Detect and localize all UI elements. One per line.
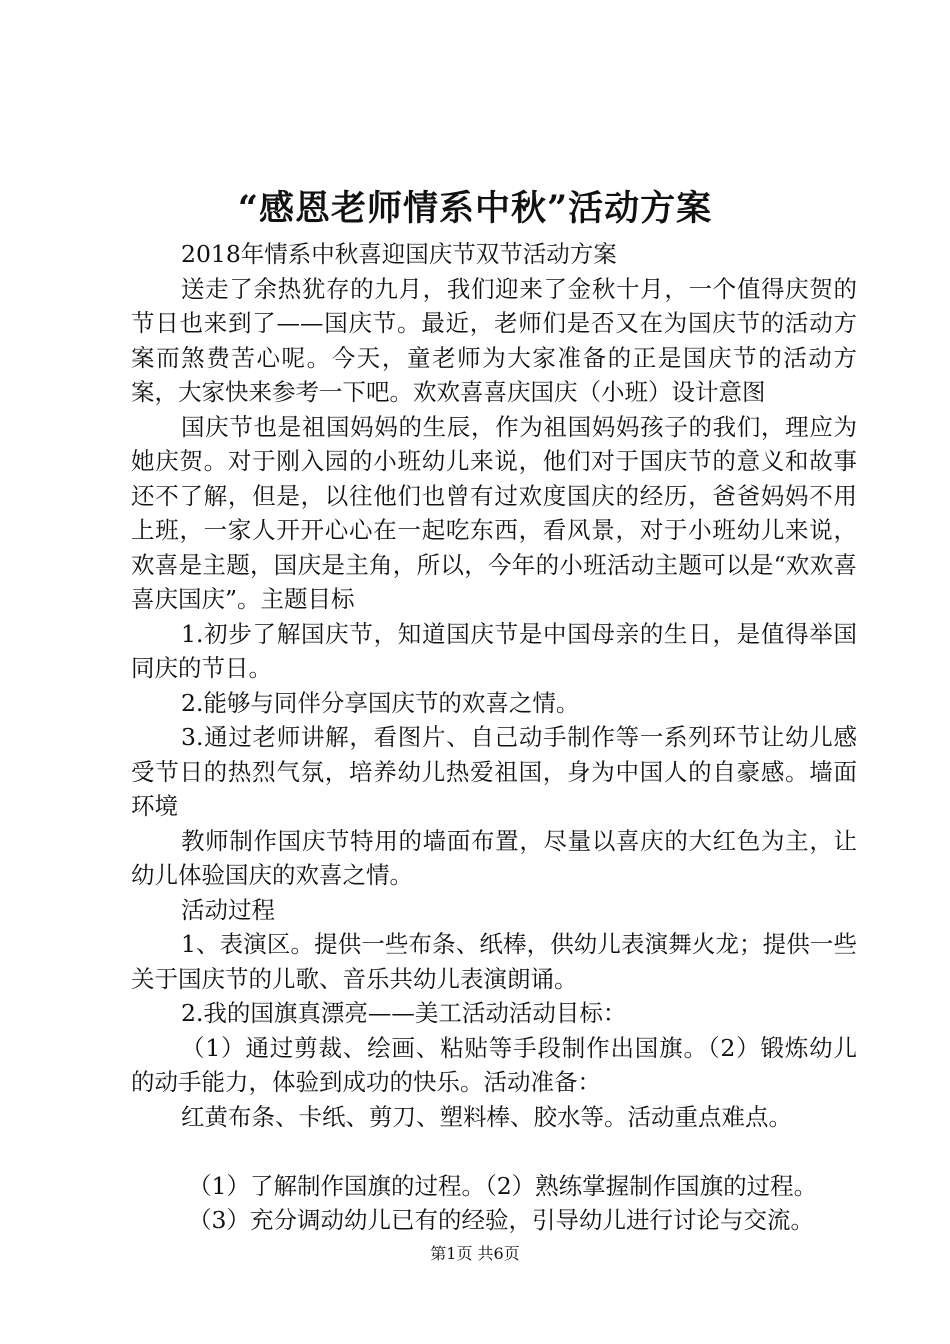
paragraph-activity-goals: （1）通过剪裁、绘画、粘贴等手段制作出国旗。（2）锻炼幼儿的动手能力，体验到成功的快乐。活动准备： <box>131 1033 857 1096</box>
paragraph-materials: 红黄布条、卡纸、剪刀、塑料棒、胶水等。活动重点难点。 <box>181 1102 792 1131</box>
blank-line <box>131 1134 857 1169</box>
paragraph-performance-area: 1、表演区。提供一些布条、纸棒，供幼儿表演舞火龙；提供一些关于国庆节的儿歌、音乐共幼儿表演朗诵。 <box>131 930 857 993</box>
paragraph-flag-activity: 2.我的国旗真漂亮——美工活动活动目标： <box>181 999 627 1027</box>
paragraph-design-intent: 国庆节也是祖国妈妈的生辰，作为祖国妈妈孩子的我们，理应为她庆贺。对于刚入园的小班幼儿来说，他们对于国庆节的意义和故事还不了解，但是，以往他们也曾有过欢度国庆的经历，爸爸妈妈不用上班，一家人开开心心在一起吃东西，看风景，对于小班幼儿来说，欢喜是主题，国庆是主角，所以，今年的小班活动主题可以是“欢欢喜喜庆国庆”。主题目标 <box>131 412 857 613</box>
document-title: “感恩老师情系中秋”活动方案 <box>237 188 713 229</box>
paragraph-key-points-3: （3）充分调动幼儿已有的经验，引导幼儿进行讨论与交流。 <box>188 1206 814 1234</box>
paragraph-goal-3: 3.通过老师讲解，看图片、自己动手制作等一系列环节让幼儿感受节日的热烈气氛，培养幼儿热爱祖国，身为中国人的自豪感。墙面环境 <box>131 723 857 820</box>
paragraph-subtitle: 2018年情系中秋喜迎国庆节双节活动方案 <box>181 240 617 268</box>
page-footer: 第1页 共6页 <box>430 1244 520 1263</box>
paragraph-intro: 送走了余热犹存的九月，我们迎来了金秋十月，一个值得庆贺的节日也来到了——国庆节。最近，老师们是否又在为国庆节的活动方案而煞费苦心呢。今天，童老师为大家准备的正是国庆节的活动方案，大家快来参考一下吧。欢欢喜喜庆国庆（小班）设计意图 <box>131 274 857 406</box>
paragraph-goal-2: 2.能够与同伴分享国庆节的欢喜之情。 <box>181 688 580 717</box>
paragraph-key-points: （1）了解制作国旗的过程。（2）熟练掌握制作国旗的过程。 <box>188 1171 818 1200</box>
paragraph-activity-process-heading: 活动过程 <box>181 895 275 924</box>
paragraph-goal-1: 1.初步了解国庆节，知道国庆节是中国母亲的生日，是值得举国同庆的节日。 <box>131 619 857 682</box>
paragraph-wall-environment: 教师制作国庆节特用的墙面布置，尽量以喜庆的大红色为主，让幼儿体验国庆的欢喜之情。 <box>131 826 857 889</box>
document-body <box>131 237 857 1238</box>
